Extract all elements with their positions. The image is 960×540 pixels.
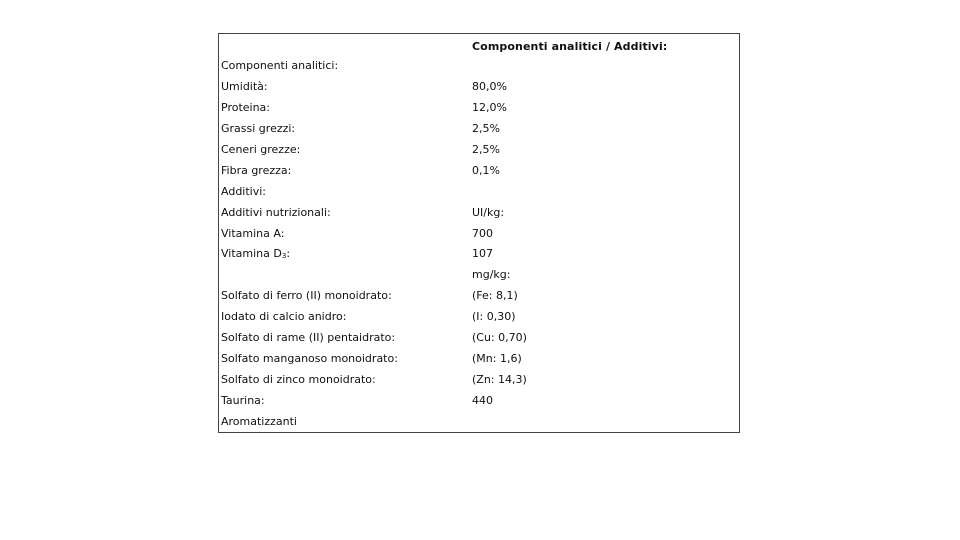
row-value: 12,0% (472, 100, 507, 114)
table-row (221, 224, 736, 245)
row-value: mg/kg: (472, 268, 511, 282)
table-row (221, 56, 736, 77)
row-label: Ceneri grezze: (221, 142, 301, 156)
table-row (221, 328, 736, 349)
row-value: (Zn: 14,3) (472, 373, 527, 387)
row-label: Solfato di rame (II) pentaidrato: (221, 331, 396, 345)
row-label: Umidità: (221, 79, 268, 93)
row-label: Additivi: (221, 184, 266, 198)
table-row (221, 203, 736, 224)
row-label: Grassi grezzi: (221, 121, 296, 135)
row-label: Vitamina A: (221, 226, 285, 240)
row-value: 440 (472, 394, 493, 407)
table-row (221, 349, 736, 370)
row-value: 2,5% (472, 142, 500, 156)
table-row (221, 119, 736, 140)
table-row (221, 244, 736, 265)
table-row (221, 370, 736, 391)
row-label (221, 244, 290, 267)
table-row (221, 307, 736, 328)
row-label-suffix: : (286, 247, 291, 261)
row-label: Taurina: (221, 394, 265, 407)
table-row (221, 140, 736, 161)
row-label: Solfato di ferro (II) monoidrato: (221, 289, 392, 303)
row-label: Solfato manganoso monoidrato: (221, 352, 398, 366)
table-row (221, 265, 736, 286)
row-label-text: Vitamina D (221, 247, 282, 261)
table-row (221, 161, 736, 182)
row-label: Proteina: (221, 100, 271, 114)
row-label: Additivi nutrizionali: (221, 205, 331, 219)
table-row (221, 98, 736, 119)
table-row (221, 391, 736, 412)
row-value: UI/kg: (472, 205, 505, 219)
row-value: (Fe: 8,1) (472, 289, 518, 303)
row-value: 2,5% (472, 121, 500, 135)
row-label-subscript: 3 (281, 252, 287, 261)
row-label: Iodato di calcio anidro: (221, 310, 347, 324)
row-value: (I: 0,30) (472, 310, 516, 324)
composition-table (218, 33, 740, 433)
table-row (221, 412, 736, 433)
table-rows (221, 56, 736, 433)
row-value: (Mn: 1,6) (472, 352, 522, 366)
row-value: 700 (472, 226, 493, 240)
row-label: Solfato di zinco monoidrato: (221, 373, 376, 387)
row-label: Componenti analitici: (221, 59, 339, 72)
row-value: 0,1% (472, 163, 500, 177)
row-value: 107 (472, 247, 493, 261)
table-row (221, 77, 736, 98)
row-label: Aromatizzanti (221, 414, 297, 428)
table-header: Componenti analitici / Additivi: (472, 40, 668, 53)
row-value: 80,0% (472, 79, 507, 93)
table-row (221, 182, 736, 203)
row-value: (Cu: 0,70) (472, 331, 527, 345)
table-row (221, 286, 736, 307)
row-label: Fibra grezza: (221, 163, 292, 177)
